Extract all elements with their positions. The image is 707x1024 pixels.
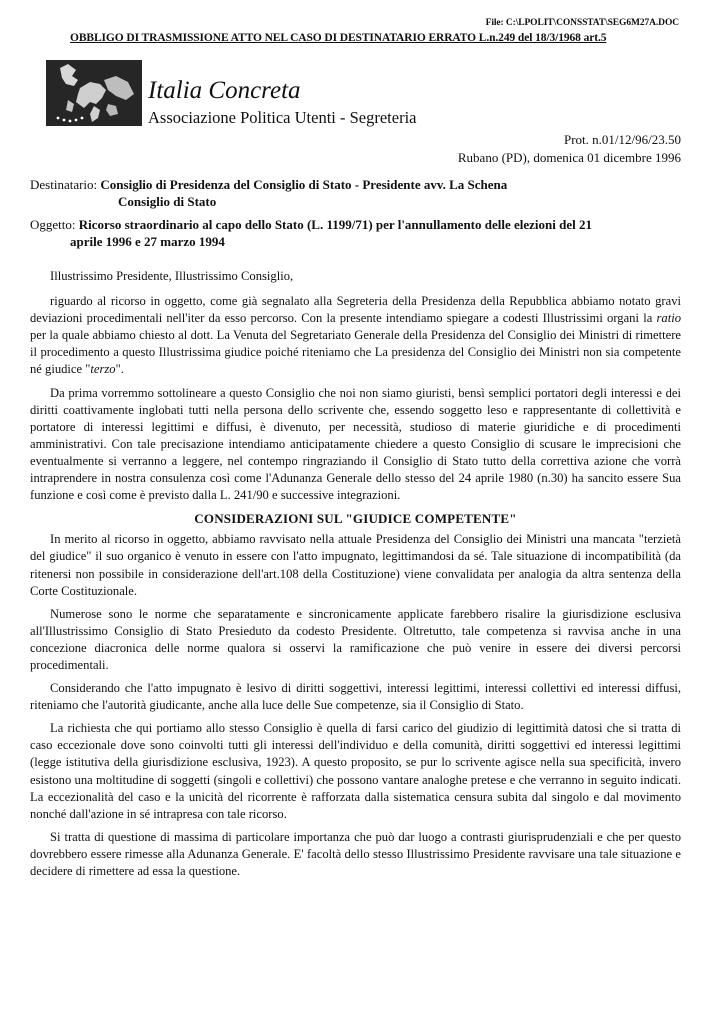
paragraph-7: Si tratta di questione di massima di particolare importanza che può dar luogo a contrasti giurisprudenziali e che per questo dovrebbero essere rimesse alla Adunanza Generale. E' facoltà dello stesso Illustrissimo Presidente ravvisare una tale situazione e decidere di rimettere ad essa la questione. [30,829,681,878]
subject-label: Oggetto: [30,217,76,232]
recipient-label: Destinatario: [30,177,98,192]
recipient-block [30,176,680,210]
transmission-obligation-notice: OBBLIGO DI TRASMISSIONE ATTO NEL CASO DI DESTINATARIO ERRATO L.n.249 del 18/3/1968 art.5 [70,32,607,44]
paragraph-1-part-b: per la quale abbiamo chiesto al dott. La Venuta del Segretariato Generale della Presidenza del Consiglio dei Ministri di rimettere il procedimento a questo Illustrissima giudice poiché riteniamo che La presidenza del Consiglio dei Ministri non sia competente né giudice " [30,328,681,377]
paragraph-3: In merito al ricorso in oggetto, abbiamo ravvisato nella attuale Presidenza del Consiglio dei Ministri una mancata "terzietà del giudice" il suo organico è venuto in essere con l'atto impugnato, legittimandosi da sé. Tale situazione di incompatibilità (da ritenersi non possibile in considerazione dell'art.108 della Costituzione) viene convalidata per analogia da altra sentenza della Corte Costituzionale. [30,532,681,598]
subject-value: Ricorso straordinario al capo dello Stato (L. 1199/71) per l'annullamento delle elezioni del 21 [78,217,592,232]
subject-continuation: aprile 1996 e 27 marzo 1994 [70,234,225,249]
section-heading: CONSIDERAZIONI SUL "GIUDICE COMPETENTE" [194,511,517,527]
paragraph-1-part-c: ". [115,362,124,377]
file-path: File: C:\LPOLIT\CONSSTAT\SEG6M27A.DOC [485,18,679,28]
paragraph-6: La richiesta che qui portiamo allo stesso Consiglio è quella di farsi carico del giudizio di legittimità datosi che si tratta di caso eccezionale dove sono coinvolti tutti gli interessi dell'individuo e della comunità, diritti soggettivi ed interessi legittimi (legge istitutiva della giurisdizione esclusiva, 1923). A questo proposito, se pur lo scrivente agisce nella sua specificità, invero esistono una moltitudine di soggetti (singoli e collettivi) che possono vantare analoghe pretese e che verranno in seguito indicati. La eccezionalità del caso e la unicità del ricorrente è rafforzata dalla sistematica censura subita dal singolo e dal movimento nonché dall'azione in sé intrapresa con tale ricorso. [30,721,681,821]
protocol-number: Prot. n.01/12/96/23.50 [563,132,681,147]
paragraph-4: Numerose sono le norme che separatamente e sincronicamente applicate farebbero risalire la giurisdizione esclusiva all'Illustrissimo Consiglio di Stato Presieduto da codesto Presidente. Oltretutto, tale competenza si ravvisa anche in una concezione diacronica delle norme qualora si osservi la ramificazione che può venire in essere dei diversi percorsi procedimentali. [30,606,681,672]
salutation: Illustrissimo Presidente, Illustrissimo Consiglio, [50,269,294,283]
paragraph-5: Considerando che l'atto impugnato è lesivo di diritti soggettivi, interessi legittimi, interessi collettivi ed interessi diffusi, riteniamo che l'autorità giudicante, anche alla luce delle Sue competenze, sia il Consiglio di Stato. [30,681,681,713]
letter-body [30,268,681,886]
organization-name: Italia Concreta [148,77,301,104]
recipient-value: Consiglio di Presidenza del Consiglio di Stato - Presidente avv. La Schena [100,177,508,192]
terzo-term: terzo [90,362,116,377]
paragraph-1 [30,293,681,378]
paragraph-2: Da prima vorremmo sottolineare a questo Consiglio che noi non siamo giuristi, bensì semplici portatori degli interessi e dei diritti coattivamente inglobati tutti nella persona dello scrivente che, essendo soggetto leso e rappresentante di collettività e portatore di interessi legittimi e diffusi, è divenuto, per necessità, studioso di materie giuridiche e di procedimenti amministrativi. Con tale precisazione intendiamo anticipatamente chiedere a questo Consiglio di scusare le imprecisioni che eventualmente si verranno a leggere, nel contempo ringraziando il Consiglio di Stato tutto della correttiva azione che vorrà intraprendere in nostra consulenza così come l'Adunanza Generale dello stesso del 24 aprile 1980 (n.30) ha sancito essere Sua funzione e così come è previsto dalla L. 241/90 e successive integrazioni. [30,385,681,503]
place-and-date: Rubano (PD), domenica 01 dicembre 1996 [457,150,681,165]
organization-subtitle: Associazione Politica Utenti - Segreteria [148,108,417,127]
paragraph-1-part-a: riguardo al ricorso in oggetto, come già segnalato alla Segreteria della Presidenza della Repubblica abbiamo notato gravi deviazioni procedimentali nell'iter da esso percorso. Con la presente intendiamo spiegare a codesti Illustrissimi organi la [30,294,681,326]
subject-block [30,216,680,250]
europe-map-icon [46,60,142,126]
ratio-term: ratio [656,311,681,326]
recipient-continuation: Consiglio di Stato [118,194,217,209]
